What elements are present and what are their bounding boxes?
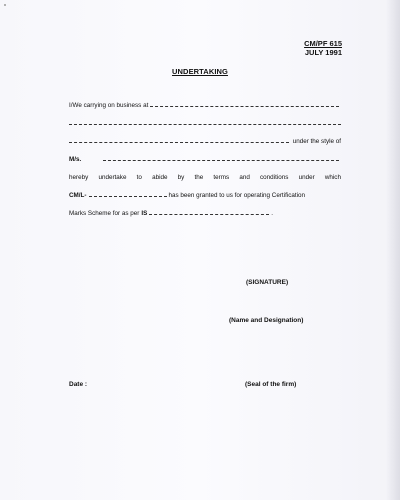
address-blank-3 xyxy=(69,142,289,143)
end-punctuation: . xyxy=(271,210,274,217)
line-hereby xyxy=(69,172,341,181)
standard-number-blank xyxy=(149,214,269,215)
name-designation-label: (Name and Designation) xyxy=(229,317,304,324)
line-style-of xyxy=(69,136,341,145)
date-label: Date : xyxy=(69,381,88,388)
granted-text: has been granted to us for operating Certification xyxy=(168,192,306,199)
under-style-label: under the style of xyxy=(292,138,341,145)
scan-speck xyxy=(4,4,6,6)
is-label: IS xyxy=(141,210,148,217)
form-code: CM/PF 615 xyxy=(304,39,342,48)
line-firm-name xyxy=(69,154,341,163)
signature-label: (SIGNATURE) xyxy=(246,279,289,286)
word: which xyxy=(324,174,341,181)
word: to xyxy=(136,174,142,181)
line-business-address xyxy=(69,100,341,109)
form-reference xyxy=(304,40,342,57)
word: hereby xyxy=(69,174,89,181)
ms-label: M/s. xyxy=(69,156,82,163)
word: abide xyxy=(152,174,168,181)
address-blank-1 xyxy=(150,106,339,107)
cml-label: CM/L- xyxy=(69,192,87,199)
form-date: JULY 1991 xyxy=(304,47,342,57)
word: the xyxy=(194,174,204,181)
word: conditions xyxy=(260,174,289,181)
licence-number-blank xyxy=(89,196,167,197)
word: by xyxy=(177,174,185,181)
business-at-label: I/We carrying on business at xyxy=(69,102,149,109)
word: terms xyxy=(213,174,230,181)
line-standard xyxy=(69,208,341,217)
word: under xyxy=(298,174,315,181)
seal-label: (Seal of the firm) xyxy=(245,381,297,388)
address-blank-2 xyxy=(69,124,341,125)
firm-name-blank xyxy=(103,160,339,161)
word: undertake xyxy=(98,174,127,181)
word: and xyxy=(239,174,250,181)
marks-scheme-text: Marks Scheme for as per xyxy=(69,210,140,217)
document-title: UNDERTAKING xyxy=(172,67,228,76)
line-licence xyxy=(69,190,341,199)
line-address-continued xyxy=(69,118,341,127)
